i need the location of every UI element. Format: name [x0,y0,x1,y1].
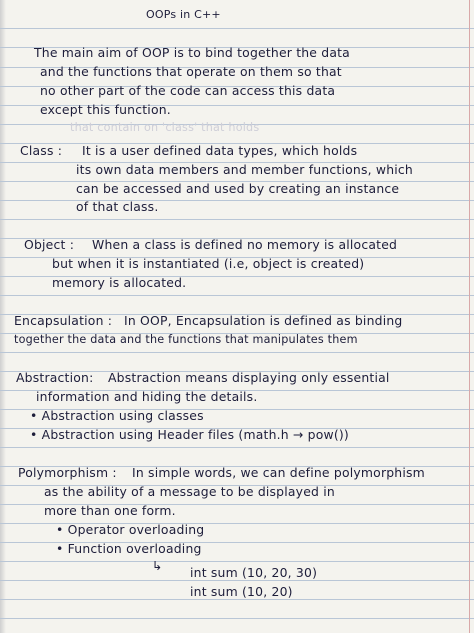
intro-line: The main aim of OOP is to bind together the data [34,45,350,60]
ruled-line [0,599,474,600]
arrow-icon: ↳ [152,558,163,573]
object-line: When a class is defined no memory is allocated [92,237,398,252]
class-line: can be accessed and used by creating an instance [76,181,400,196]
ruled-line [0,618,474,619]
ruled-line [0,295,474,296]
polymorphism-bullet: • Function overloading [56,541,202,556]
object-line: but when it is instantiated (i.e, object is created) [52,256,365,271]
class-heading: Class : [20,143,63,158]
ruled-line [0,352,474,353]
class-line: of that class. [76,199,159,214]
ruled-line [0,200,474,201]
abstraction-bullet: • Abstraction using Header files (math.h → pow()) [30,427,349,442]
class-line: It is a user defined data types, which holds [82,143,358,158]
abstraction-line: Abstraction means displaying only essential [108,370,390,385]
ruled-line [0,447,474,448]
polymorphism-heading: Polymorphism : [18,465,117,480]
encapsulation-heading: Encapsulation : [14,313,113,328]
ruled-line [0,561,474,562]
ruled-line [0,28,474,29]
abstraction-bullet-text: Abstraction using Header files (math.h → pow()) [41,427,349,442]
object-heading: Object : [24,237,75,252]
object-line: memory is allocated. [52,275,187,290]
margin-line [469,0,470,633]
bleed-through-text: that contain on 'class' that holds [70,121,260,134]
abstraction-bullet: • Abstraction using classes [30,408,204,423]
encapsulation-line: together the data and the functions that manipulates them [14,333,358,346]
ruled-line [0,219,474,220]
class-line: its own data members and member functions, which [76,162,413,177]
intro-line: and the functions that operate on them so that [40,64,342,79]
polymorphism-bullet-text: Operator overloading [67,522,205,537]
page-shadow [0,0,6,633]
polymorphism-line: In simple words, we can define polymorphism [132,465,425,480]
overload-example: int sum (10, 20, 30) [190,565,318,580]
encapsulation-line: In OOP, Encapsulation is defined as binding [124,313,403,328]
polymorphism-bullet: • Operator overloading [56,522,205,537]
polymorphism-bullet-text: Function overloading [67,541,202,556]
abstraction-line: information and hiding the details. [36,389,258,404]
page-title: OOPs in C++ [146,8,221,21]
intro-line: no other part of the code can access this data [40,83,336,98]
polymorphism-line: more than one form. [44,503,176,518]
polymorphism-line: as the ability of a message to be displayed in [44,484,335,499]
overload-example: int sum (10, 20) [190,584,293,599]
ruled-line [0,580,474,581]
abstraction-bullet-text: Abstraction using classes [41,408,204,423]
intro-line: except this function. [40,102,171,117]
abstraction-heading: Abstraction: [16,370,94,385]
